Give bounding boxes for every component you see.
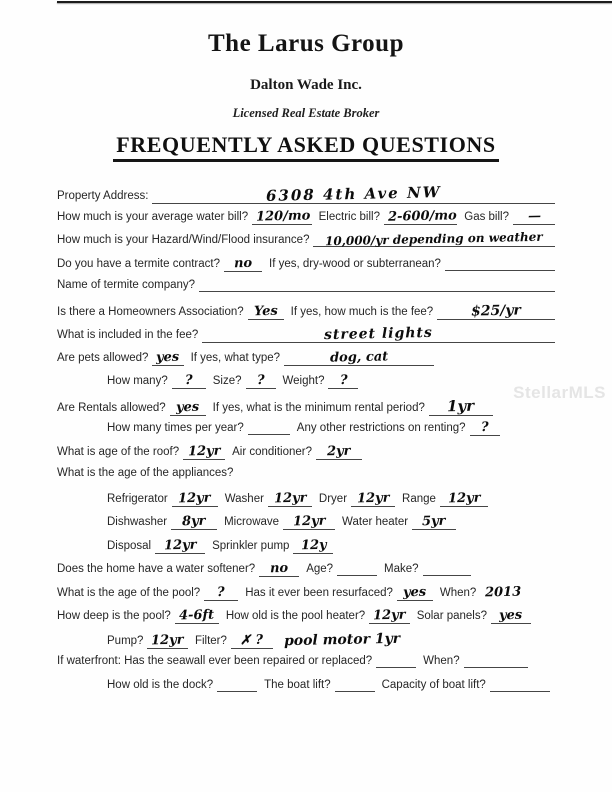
question-text: Age? [306,563,334,575]
handwriting-text: 12yr [151,632,185,648]
question-text: Refrigerator [107,492,168,505]
handwriting-text: ? [256,372,265,389]
form-line [57,655,562,679]
form-line [57,444,562,468]
form-line [57,467,562,491]
question-text: Solar panels? [416,610,488,622]
handwriting-text: 5yr [422,513,446,530]
handwritten-answer [412,514,456,530]
handwritten-answer [204,585,238,601]
question-text: Pump? [107,634,144,647]
question-text: Has it ever been resurfaced? [245,586,393,599]
question-text: What is the age of the pool? [57,586,201,599]
handwriting-text: 4-6ft [179,607,215,624]
form-line [57,279,562,303]
question-text: Do you have a termite contract? [57,257,220,270]
handwriting-text: 12yr [447,490,481,506]
handwriting-text: 120/mo [255,207,311,225]
question-text: Water heater [342,516,409,528]
handwriting-text: 12yr [356,490,390,506]
question-text: Are Rentals allowed? [57,401,166,414]
handwritten-answer [183,444,225,460]
blank-field [248,422,290,435]
handwriting-text: 2013 [485,584,522,600]
blank-field [217,679,257,692]
handwriting-text: ? [184,372,193,389]
handwritten-answer [351,491,395,507]
handwritten-answer [384,209,457,225]
handwriting-text: 12y [300,537,327,553]
handwritten-answer [248,304,284,320]
question-text: What is age of the roof? [57,445,180,458]
handwritten-answer [224,256,262,272]
org-name: Dalton Wade Inc. [250,77,362,93]
blank-field [199,279,555,292]
handwritten-answer [328,373,358,389]
handwriting-text: ? [217,584,226,600]
question-text: Microwave [224,516,280,528]
form-line [57,632,562,656]
handwriting-text: $25/yr [471,301,522,320]
blank-field [335,679,375,692]
question-text: Electric bill? [318,210,380,223]
form-line [57,256,562,280]
question-text: Filter? [194,634,227,647]
form-line [57,326,562,350]
question-text: Sprinkler pump [212,539,290,552]
letterhead [0,30,612,162]
handwritten-answer [268,491,312,507]
blank-field [337,563,377,576]
handwritten-answer [172,373,206,389]
question-text: What is the age of the appliances? [57,467,234,479]
question-text: If yes, what is the minimum rental period? [212,401,425,414]
handwriting-text: 6308 4th Ave NW [265,183,442,205]
handwritten-answer [491,608,531,624]
form-line [57,679,562,703]
question-text: Gas bill? [464,210,509,223]
question-text: The boat lift? [264,678,331,691]
question-text: Range [402,492,436,505]
handwritten-answer [246,373,276,389]
handwritten-answer [369,608,410,624]
handwriting-text: 2yr [327,443,351,459]
question-text: When? [439,586,477,599]
handwritten-answer [429,397,493,416]
handwritten-answer [283,514,335,530]
handwritten-answer [480,585,526,600]
question-text: If yes, what type? [190,351,281,364]
handwriting-text: ? [339,372,348,389]
company-name: The Larus Group [208,30,404,57]
blank-field [445,258,555,271]
handwriting-text: 12yr [187,443,221,459]
handwriting-text: yes [499,607,523,624]
form-line [57,397,562,421]
handwritten-answer [259,561,299,577]
handwritten-answer [280,632,404,648]
form-line [57,420,562,444]
question-text: How many times per year? [107,422,244,434]
form-line [57,209,562,233]
handwritten-answer [252,209,312,225]
handwriting-text: — [527,208,541,224]
question-text: Washer [224,492,264,505]
handwriting-text: 12yr [373,607,406,624]
question-text: Are pets allowed? [57,351,149,364]
handwritten-answer [513,209,555,225]
handwriting-text: yes [175,399,200,415]
question-text: Does the home have a water softener? [57,563,256,575]
question-text: Dryer [318,492,348,505]
question-text: If waterfront: Has the seawall ever been repaired or replaced? [57,655,373,667]
handwriting-text: ? [480,419,489,436]
handwritten-answer [397,585,433,601]
question-text: Capacity of boat lift? [381,678,486,691]
handwritten-answer [202,326,555,343]
question-text: Size? [212,375,242,387]
handwritten-answer [175,608,219,624]
question-text: Air conditioner? [232,445,313,458]
handwriting-text: 12yr [178,490,212,506]
faq-form-lines [57,185,562,702]
handwriting-text: yes [156,349,180,365]
question-text: Make? [384,563,419,575]
handwritten-answer [152,185,555,204]
page-title-wrap [0,132,612,162]
handwriting-text: 1yr [447,396,475,415]
blank-field [490,679,550,692]
handwritten-answer [470,420,500,436]
handwriting-text: no [269,560,289,577]
question-text: How much is your Hazard/Wind/Flood insurance? [57,234,310,246]
question-text: Disposal [107,539,152,552]
handwritten-answer [147,633,188,649]
handwritten-answer [152,350,183,366]
question-text: What is included in the fee? [57,329,199,341]
question-text: How old is the dock? [107,678,214,691]
form-line [57,229,562,256]
handwriting-text: Yes [253,303,278,319]
handwriting-text: no [233,255,253,271]
handwritten-answer [293,538,333,554]
handwritten-answer [170,400,206,416]
handwriting-text: yes [403,584,427,600]
handwritten-answer [316,444,362,460]
question-text: How much is your average water bill? [57,210,249,223]
handwritten-answer [155,538,205,554]
form-line [57,303,562,327]
blank-field [376,655,416,668]
handwritten-answer [313,229,555,249]
question-text: If yes, dry-wood or subterranean? [269,257,441,270]
handwriting-text: 12yr [292,513,326,530]
question-text: Property Address: [57,190,149,202]
question-text: Is there a Homeowners Association? [57,305,244,318]
handwritten-answer [231,633,273,649]
handwritten-answer [284,350,434,366]
handwritten-answer [437,303,555,320]
form-line [57,373,562,397]
question-text: Any other restrictions on renting? [296,422,466,434]
form-line [57,185,562,209]
handwriting-text: 12yr [273,490,307,506]
question-text: Name of termite company? [57,279,196,291]
question-text: When? [423,655,460,667]
form-line [57,608,562,632]
handwriting-text: street lights [324,324,434,344]
scan-artifact-top-edge [57,1,612,3]
handwriting-text: ✗ ? [240,632,264,648]
handwriting-text: 8yr [182,513,206,530]
stellarmls-watermark: StellarMLS [513,383,606,402]
handwritten-answer [171,514,217,530]
handwritten-answer [172,491,218,507]
form-line [57,514,562,538]
form-line [57,350,562,374]
form-line [57,585,562,609]
question-text: How old is the pool heater? [225,610,366,622]
handwriting-text: 2-600/mo [387,207,457,225]
blank-field [423,563,471,576]
form-line [57,491,562,515]
handwriting-text: 10,000/yr depending on weather [325,229,544,249]
question-text: How many? [107,375,168,387]
handwriting-text: 12yr [163,537,197,553]
question-text: How deep is the pool? [57,610,171,622]
question-text: If yes, how much is the fee? [290,305,434,318]
handwritten-answer [440,491,488,507]
form-line [57,538,562,562]
handwriting-text: pool motor 1yr [283,630,401,649]
question-text: Dishwasher [107,516,168,528]
page-title: FREQUENTLY ASKED QUESTIONS [113,132,499,162]
blank-field [464,655,528,668]
broker-tagline: Licensed Real Estate Broker [232,106,380,120]
question-text: Weight? [282,375,325,387]
form-line [57,561,562,585]
handwriting-text: dog, cat [329,348,389,366]
